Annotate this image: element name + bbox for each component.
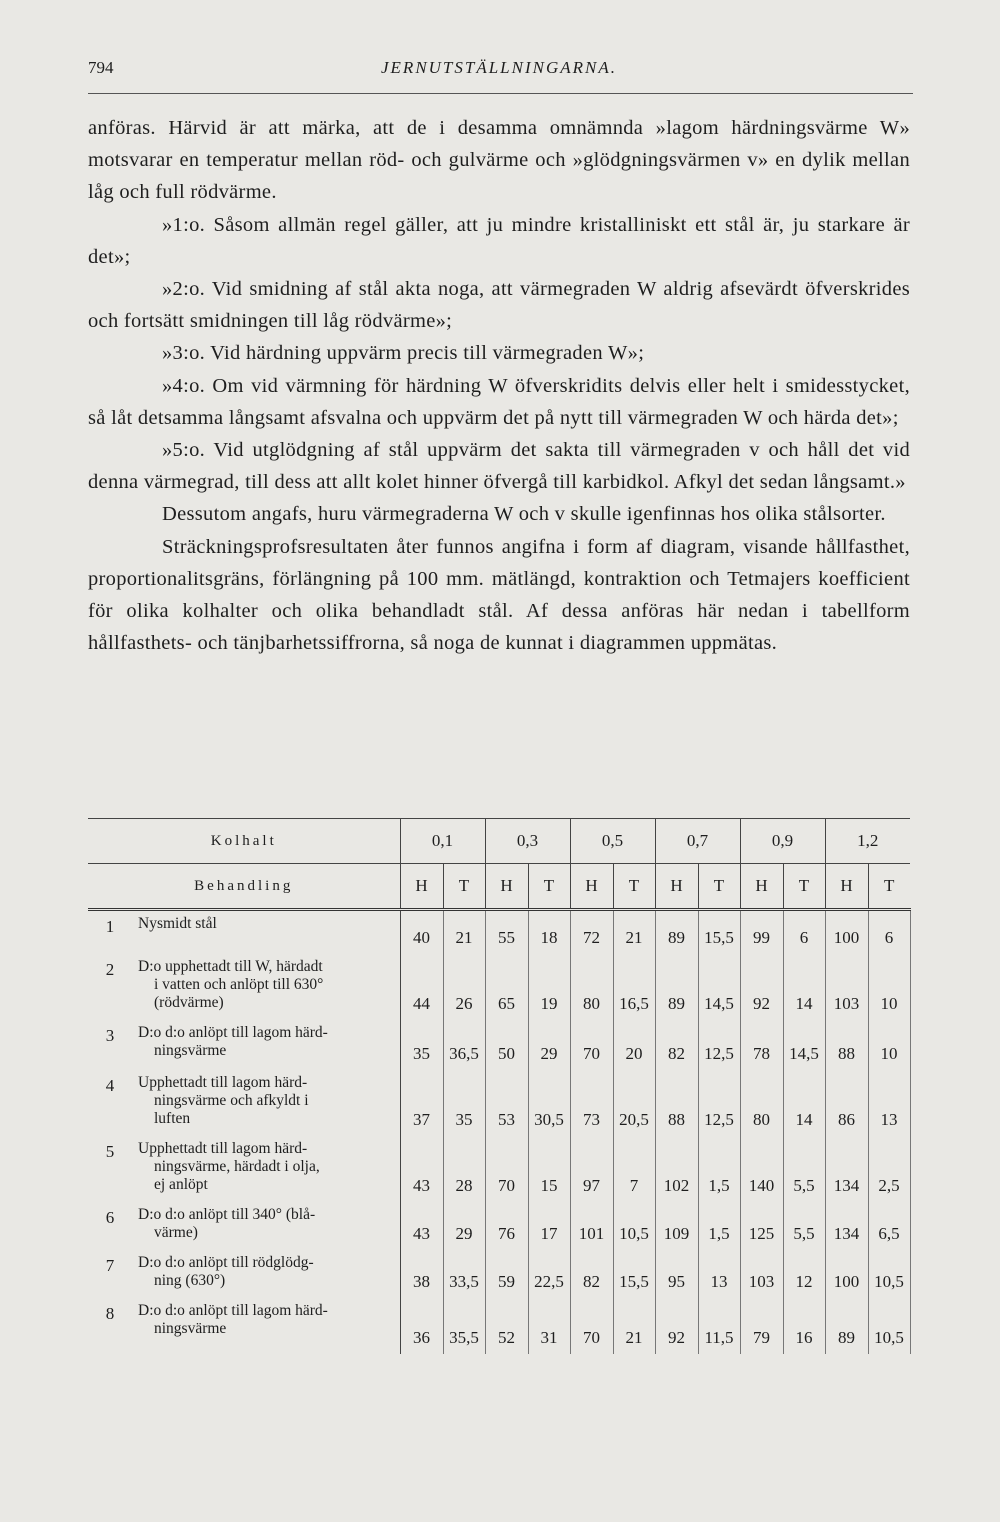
- value-t: 12,5: [698, 1070, 740, 1136]
- treatment-label: [132, 1250, 400, 1298]
- treatment-line: D:o d:o anlöpt till lagom härd-: [138, 1023, 328, 1041]
- sub-header: T: [783, 864, 825, 910]
- paragraph: »4:o. Om vid värmning för härdning W öfverskridits delvis eller helt i smidesstycket, så låt detsamma långsamt afsvalna och uppvärm det på nytt till värmegraden W och härda det»;: [88, 374, 910, 429]
- value-h: 101: [570, 1202, 613, 1250]
- table-row: [88, 954, 910, 1020]
- page-header: [88, 58, 910, 88]
- value-h: 88: [825, 1020, 868, 1070]
- row-number: 5: [105, 1141, 115, 1161]
- value-h: 97: [570, 1136, 613, 1202]
- sub-header: T: [443, 864, 485, 910]
- value-h: 50: [485, 1020, 528, 1070]
- value-h: 70: [570, 1020, 613, 1070]
- carbon-header: 0,3: [485, 819, 570, 864]
- value-h: 79: [740, 1298, 783, 1354]
- value-t: 21: [443, 910, 485, 954]
- row-number: 6: [105, 1207, 115, 1227]
- value-h: 89: [825, 1298, 868, 1354]
- treatment-line: ej anlöpt: [154, 1175, 208, 1193]
- table-row: [88, 1070, 910, 1136]
- value-t: 17: [528, 1202, 570, 1250]
- treatment-line: i vatten och anlöpt till 630°: [154, 975, 324, 993]
- value-t: 14,5: [783, 1020, 825, 1070]
- value-t: 28: [443, 1136, 485, 1202]
- value-h: 103: [825, 954, 868, 1020]
- treatment-line: luften: [154, 1109, 191, 1127]
- value-h: 38: [400, 1250, 443, 1298]
- paragraph: Dessutom angafs, huru värmegraderna W och v skulle igenfinnas hos olika stålsorter.: [162, 503, 886, 526]
- value-h: 100: [825, 1250, 868, 1298]
- treatment-line: Upphettadt till lagom härd-: [138, 1073, 308, 1091]
- value-h: 36: [400, 1298, 443, 1354]
- value-t: 7: [613, 1136, 655, 1202]
- row-number: 8: [105, 1303, 115, 1323]
- value-h: 88: [655, 1070, 698, 1136]
- value-h: 80: [740, 1070, 783, 1136]
- value-h: 55: [485, 910, 528, 954]
- value-t: 19: [528, 954, 570, 1020]
- value-t: 1,5: [698, 1202, 740, 1250]
- sub-header: H: [655, 864, 698, 910]
- value-h: 99: [740, 910, 783, 954]
- value-t: 10,5: [613, 1202, 655, 1250]
- value-h: 59: [485, 1250, 528, 1298]
- value-t: 36,5: [443, 1020, 485, 1070]
- sub-header: H: [400, 864, 443, 910]
- value-t: 10: [868, 954, 910, 1020]
- value-h: 89: [655, 954, 698, 1020]
- value-t: 18: [528, 910, 570, 954]
- treatment-label: [132, 1136, 400, 1202]
- paragraph: anföras. Härvid är att märka, att de i desamma omnämnda »lagom härdningsvärme W» motsvarar en temperatur mellan röd- och gulvärme och »glödgningsvärmen v» en dylik mellan låg och full rödvärme.: [88, 117, 910, 204]
- value-t: 30,5: [528, 1070, 570, 1136]
- value-t: 5,5: [783, 1136, 825, 1202]
- sub-header: T: [528, 864, 570, 910]
- carbon-header: 0,1: [400, 819, 485, 864]
- row-number: 3: [105, 1025, 115, 1045]
- value-h: 80: [570, 954, 613, 1020]
- row-number: 7: [105, 1255, 115, 1275]
- value-t: 10,5: [868, 1250, 910, 1298]
- value-h: 44: [400, 954, 443, 1020]
- value-t: 22,5: [528, 1250, 570, 1298]
- value-h: 134: [825, 1136, 868, 1202]
- value-t: 16,5: [613, 954, 655, 1020]
- treatment-label: [132, 1020, 400, 1070]
- value-t: 13: [868, 1070, 910, 1136]
- value-h: 95: [655, 1250, 698, 1298]
- treatment-line: (rödvärme): [154, 993, 224, 1011]
- sub-header: H: [740, 864, 783, 910]
- table-row: [88, 1250, 910, 1298]
- header-rule: [88, 93, 913, 94]
- value-h: 43: [400, 1136, 443, 1202]
- treatment-line: D:o d:o anlöpt till 340° (blå-: [138, 1205, 316, 1223]
- sub-header: H: [570, 864, 613, 910]
- treatment-line: Upphettadt till lagom härd-: [138, 1139, 308, 1157]
- value-t: 35,5: [443, 1298, 485, 1354]
- value-h: 78: [740, 1020, 783, 1070]
- treatment-line: värme): [154, 1223, 198, 1241]
- treatment-label: [132, 954, 400, 1020]
- value-h: 102: [655, 1136, 698, 1202]
- value-t: 26: [443, 954, 485, 1020]
- carbon-header: 0,7: [655, 819, 740, 864]
- value-t: 6,5: [868, 1202, 910, 1250]
- body-text: [88, 112, 910, 659]
- value-t: 12: [783, 1250, 825, 1298]
- value-t: 31: [528, 1298, 570, 1354]
- value-t: 13: [698, 1250, 740, 1298]
- value-t: 12,5: [698, 1020, 740, 1070]
- treatment-line: Nysmidt stål: [138, 915, 217, 932]
- value-t: 11,5: [698, 1298, 740, 1354]
- carbon-header: 0,9: [740, 819, 825, 864]
- value-t: 10,5: [868, 1298, 910, 1354]
- treatment-line: ning (630°): [154, 1271, 226, 1289]
- table-row: [88, 1020, 910, 1070]
- sub-header: H: [485, 864, 528, 910]
- row-number: 2: [105, 959, 115, 979]
- value-t: 33,5: [443, 1250, 485, 1298]
- value-t: 15,5: [698, 910, 740, 954]
- treatment-label: [132, 1298, 400, 1354]
- paragraph: »5:o. Vid utglödgning af stål uppvärm det sakta till värmegraden v och håll det vid denna värmegrad, till dess att allt kolet hinner öfvergå till karbidkol. Afkyl det sedan långsamt.»: [88, 439, 910, 494]
- value-t: 14: [783, 1070, 825, 1136]
- sub-header: T: [613, 864, 655, 910]
- value-t: 1,5: [698, 1136, 740, 1202]
- value-h: 92: [740, 954, 783, 1020]
- paragraph: »1:o. Såsom allmän regel gäller, att ju mindre kristalliniskt ett stål är, ju starkare är det»;: [88, 213, 910, 268]
- table-row: [88, 1202, 910, 1250]
- table-row: [88, 1298, 910, 1354]
- value-h: 86: [825, 1070, 868, 1136]
- value-h: 72: [570, 910, 613, 954]
- treatment-line: D:o d:o anlöpt till rödglödg-: [138, 1253, 314, 1271]
- table-row: [88, 910, 910, 954]
- results-table: [88, 818, 908, 1390]
- behandling-header: Behandling: [88, 864, 400, 910]
- value-t: 6: [868, 910, 910, 954]
- value-h: 43: [400, 1202, 443, 1250]
- value-h: 92: [655, 1298, 698, 1354]
- value-h: 109: [655, 1202, 698, 1250]
- value-h: 40: [400, 910, 443, 954]
- value-t: 10: [868, 1020, 910, 1070]
- value-h: 82: [570, 1250, 613, 1298]
- value-t: 16: [783, 1298, 825, 1354]
- value-t: 20: [613, 1020, 655, 1070]
- paragraph: Sträckningsprofsresultaten åter funnos angifna i form af diagram, visande hållfasthet, proportionalitsgräns, förlängning på 100 mm. mätlängd, kontraktion och Tetmajers koefficient för olika kolhalter och olika behandladt stål. Af dessa anföras här nedan i tabellform hållfasthets- och tänjbarhetssiffrorna, så noga de kunnat i diagrammen uppmätas.: [88, 535, 910, 655]
- treatment-line: ningsvärme: [154, 1319, 227, 1337]
- value-t: 21: [613, 1298, 655, 1354]
- value-h: 125: [740, 1202, 783, 1250]
- value-t: 14: [783, 954, 825, 1020]
- value-t: 6: [783, 910, 825, 954]
- value-t: 29: [528, 1020, 570, 1070]
- value-h: 89: [655, 910, 698, 954]
- carbon-header: 1,2: [825, 819, 910, 864]
- sub-header: H: [825, 864, 868, 910]
- value-h: 70: [485, 1136, 528, 1202]
- value-h: 35: [400, 1020, 443, 1070]
- value-h: 76: [485, 1202, 528, 1250]
- value-t: 29: [443, 1202, 485, 1250]
- treatment-line: ningsvärme, härdadt i olja,: [154, 1157, 320, 1175]
- sub-header: T: [698, 864, 740, 910]
- treatment-line: ningsvärme: [154, 1041, 227, 1059]
- value-t: 20,5: [613, 1070, 655, 1136]
- value-t: 15: [528, 1136, 570, 1202]
- row-number: 4: [105, 1075, 115, 1095]
- value-h: 140: [740, 1136, 783, 1202]
- value-t: 14,5: [698, 954, 740, 1020]
- kolhalt-header: Kolhalt: [88, 819, 400, 864]
- treatment-label: [132, 1070, 400, 1136]
- row-number: 1: [105, 917, 115, 936]
- running-title: JERNUTSTÄLLNINGARNA.: [381, 58, 617, 77]
- value-h: 82: [655, 1020, 698, 1070]
- value-t: 21: [613, 910, 655, 954]
- value-h: 65: [485, 954, 528, 1020]
- table-row: [88, 1136, 910, 1202]
- value-h: 100: [825, 910, 868, 954]
- sub-header: T: [868, 864, 910, 910]
- value-h: 103: [740, 1250, 783, 1298]
- value-h: 37: [400, 1070, 443, 1136]
- value-h: 53: [485, 1070, 528, 1136]
- treatment-label: [132, 910, 400, 954]
- value-t: 5,5: [783, 1202, 825, 1250]
- treatment-line: ningsvärme och afkyldt i: [154, 1091, 309, 1109]
- paragraph: »3:o. Vid härdning uppvärm precis till värmegraden W»;: [162, 342, 645, 365]
- value-h: 134: [825, 1202, 868, 1250]
- value-h: 73: [570, 1070, 613, 1136]
- treatment-line: D:o upphettadt till W, härdadt: [138, 957, 323, 975]
- treatment-label: [132, 1202, 400, 1250]
- treatment-line: D:o d:o anlöpt till lagom härd-: [138, 1301, 328, 1319]
- page-number: 794: [88, 58, 114, 77]
- paragraph: »2:o. Vid smidning af stål akta noga, att värmegraden W aldrig afsevärdt öfverskrides och fortsätt smidningen till låg rödvärme»;: [88, 278, 910, 333]
- value-h: 52: [485, 1298, 528, 1354]
- value-t: 35: [443, 1070, 485, 1136]
- value-t: 15,5: [613, 1250, 655, 1298]
- value-h: 70: [570, 1298, 613, 1354]
- carbon-header: 0,5: [570, 819, 655, 864]
- value-t: 2,5: [868, 1136, 910, 1202]
